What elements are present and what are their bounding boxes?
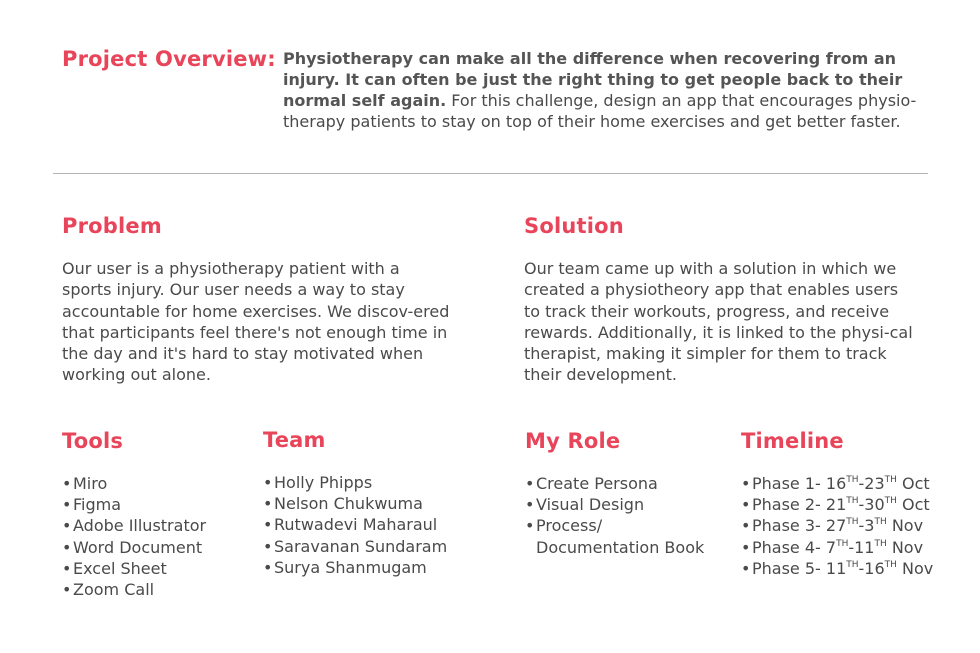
project-overview-text bbox=[283, 48, 933, 132]
list-item: • Figma bbox=[62, 494, 206, 515]
timeline-item: • Phase 3- 27TH-3TH Nov bbox=[741, 515, 933, 536]
project-overview-heading: Project Overview: bbox=[62, 47, 276, 71]
timeline-heading: Timeline bbox=[741, 429, 844, 453]
timeline-item: • Phase 4- 7TH-11TH Nov bbox=[741, 537, 933, 558]
list-item: • Holly Phipps bbox=[263, 472, 447, 493]
overview-bold-text: Physiotherapy can make all the difference when recovering from an injury. It can often be just the right thing to get people back to their normal self again. bbox=[283, 49, 903, 110]
list-item: • Saravanan Sundaram bbox=[263, 536, 447, 557]
team-list bbox=[263, 472, 447, 578]
section-divider bbox=[53, 173, 928, 174]
list-item: • Miro bbox=[62, 473, 206, 494]
my-role-heading: My Role bbox=[525, 429, 621, 453]
list-item: • Word Document bbox=[62, 537, 206, 558]
problem-text: Our user is a physiotherapy patient with a sports injury. Our user needs a way to stay accountable for home exercises. We discov-ered that participants feel there's not enough time in the day and it's hard to stay motivated when working out alone. bbox=[62, 259, 450, 385]
list-item: • Visual Design bbox=[525, 494, 725, 515]
timeline-item: • Phase 5- 11TH-16TH Nov bbox=[741, 558, 933, 579]
timeline-item: • Phase 1- 16TH-23TH Oct bbox=[741, 473, 933, 494]
timeline-item: • Phase 2- 21TH-30TH Oct bbox=[741, 494, 933, 515]
list-item: • Adobe Illustrator bbox=[62, 515, 206, 536]
list-item: • Surya Shanmugam bbox=[263, 557, 447, 578]
role-list bbox=[525, 473, 725, 558]
solution-text: Our team came up with a solution in which we created a physiotheory app that enables users to track their workouts, progress, and receive rewards. Additionally, it is linked to the physi-cal therapist, making it simpler for them to track their development. bbox=[524, 259, 913, 385]
timeline-list bbox=[741, 473, 933, 579]
tools-heading: Tools bbox=[62, 429, 124, 453]
list-item: • Rutwadevi Maharaul bbox=[263, 514, 447, 535]
tools-list bbox=[62, 473, 206, 600]
solution-heading: Solution bbox=[524, 214, 624, 238]
list-item: • Process/ Documentation Book bbox=[525, 515, 725, 557]
problem-heading: Problem bbox=[62, 214, 162, 238]
team-heading: Team bbox=[263, 428, 326, 452]
list-item: • Excel Sheet bbox=[62, 558, 206, 579]
overview-body-text: For this challenge, design an app that encourages physio-therapy patients to stay on top of their home exercises and get better faster. bbox=[283, 91, 917, 131]
list-item: • Zoom Call bbox=[62, 579, 206, 600]
list-item: • Nelson Chukwuma bbox=[263, 493, 447, 514]
list-item: • Create Persona bbox=[525, 473, 725, 494]
